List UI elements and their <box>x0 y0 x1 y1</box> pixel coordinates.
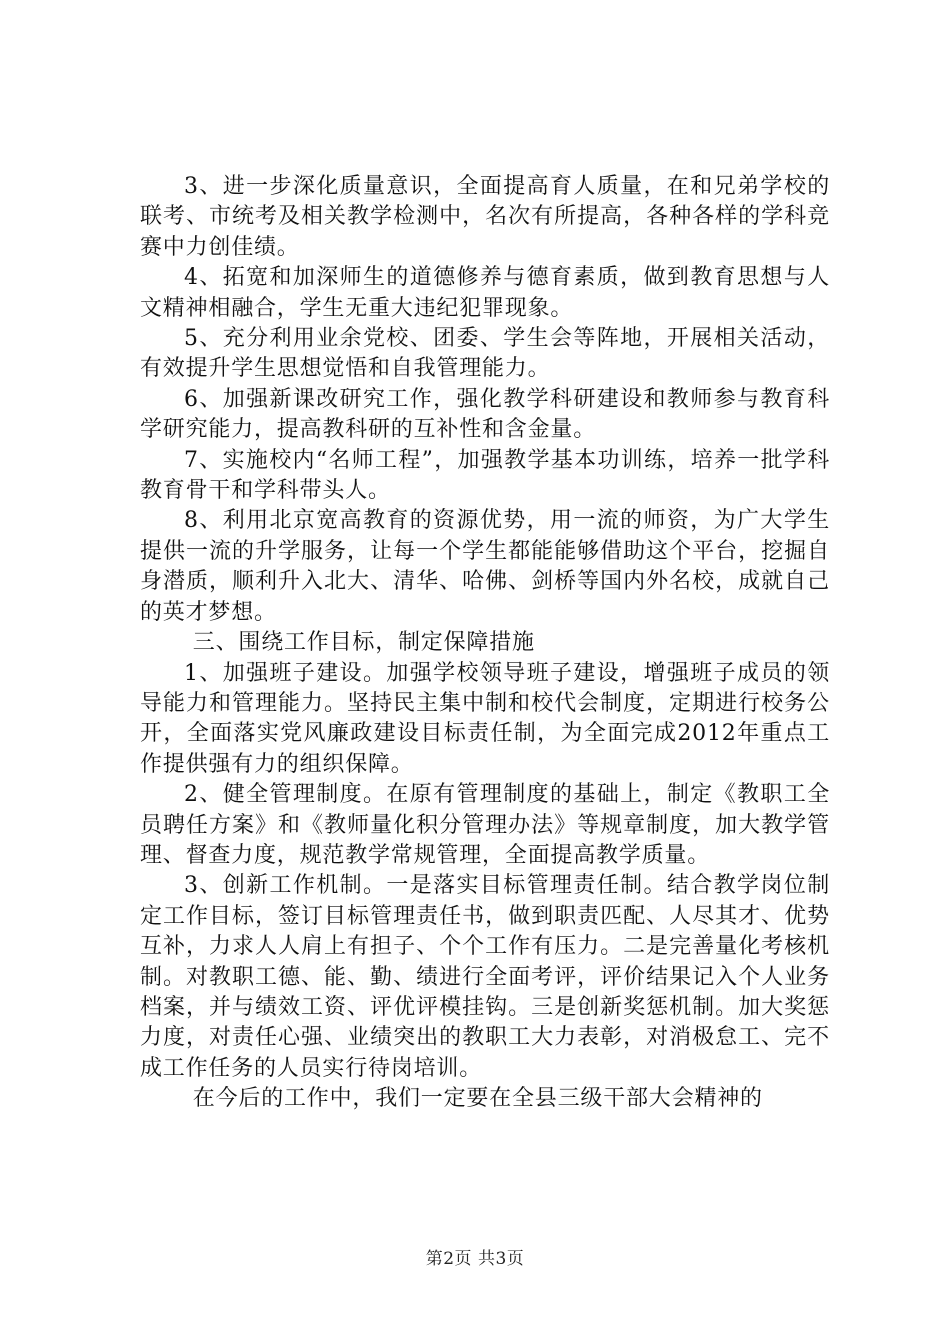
paragraph-goal-6: 6、加强新课改研究工作，强化教学科研建设和教师参与教育科学研究能力，提高教科研的互补性和含金量。 <box>140 386 830 443</box>
paragraph-measure-2: 2、健全管理制度。在原有管理制度的基础上，制定《教职工全员聘任方案》和《教师量化积分管理办法》等规章制度，加大教学管理、督查力度，规范教学常规管理，全面提高教学质量。 <box>140 782 830 868</box>
paragraph-goal-3: 3、进一步深化质量意识，全面提高育人质量，在和兄弟学校的联考、市统考及相关教学检测中，名次有所提高，各种各样的学科竞赛中力创佳绩。 <box>140 174 830 260</box>
paragraph-goal-4: 4、拓宽和加深师生的道德修养与德育素质，做到教育思想与人文精神相融合，学生无重大违纪犯罪现象。 <box>140 265 830 321</box>
paragraph-measure-1: 1、加强班子建设。加强学校领导班子建设，增强班子成员的领导能力和管理能力。坚持民主集中制和校代会制度，定期进行校务公开，全面落实党风廉政建设目标责任制，为全面完成2012年重点工作提供强有力的组织保障。 <box>140 660 830 777</box>
page-number-footer: 第2页 共3页 <box>425 1249 525 1269</box>
paragraph-goal-8: 8、利用北京宽高教育的资源优势，用一流的师资，为广大学生提供一流的升学服务，让每一个学生都能能够借助这个平台，挖掘自身潜质，顺利升入北大、清华、哈佛、剑桥等国内外名校，成就自己的英才梦想。 <box>140 508 830 625</box>
paragraph-goal-5: 5、充分利用业余党校、团委、学生会等阵地，开展相关活动，有效提升学生思想觉悟和自我管理能力。 <box>140 326 830 382</box>
document-body <box>140 172 830 1115</box>
paragraph-closing: 在今后的工作中，我们一定要在全县三级干部大会精神的 <box>192 1086 763 1112</box>
section-heading-3: 三、围绕工作目标，制定保障措施 <box>192 630 535 656</box>
paragraph-measure-3: 3、创新工作机制。一是落实目标管理责任制。结合教学岗位制定工作目标，签订目标管理责任书，做到职责匹配、人尽其才、优势互补，力求人人肩上有担子、个个工作有压力。二是完善量化考核机制。对教职工德、能、勤、绩进行全面考评，评价结果记入个人业务档案，并与绩效工资、评优评模挂钩。三是创新奖惩机制。加大奖惩力度，对责任心强、业绩突出的教职工大力表彰，对消极怠工、完不成工作任务的人员实行待岗培训。 <box>140 873 830 1081</box>
paragraph-goal-7: 7、实施校内“名师工程”，加强教学基本功训练，培养一批学科教育骨干和学科带头人。 <box>140 447 830 504</box>
